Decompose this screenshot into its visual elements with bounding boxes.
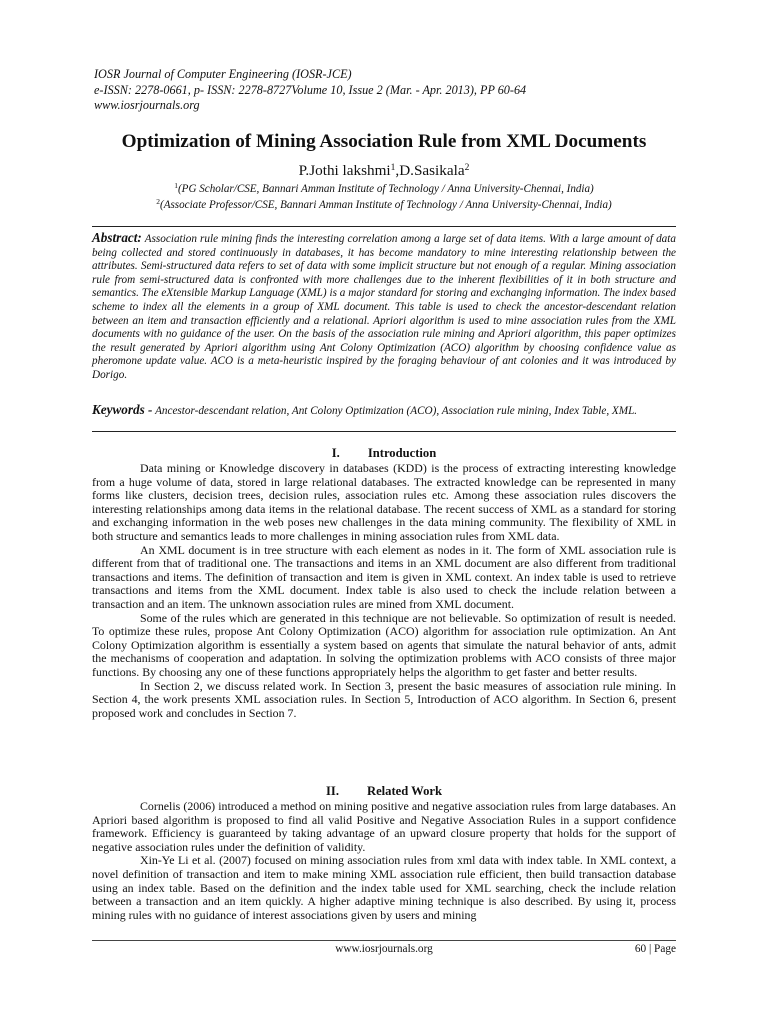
author-2: D.Sasikala (399, 162, 465, 179)
abstract-text: Association rule mining finds the interesting correlation among a large set of data items. With a large amount of data being collected and stored continuously in databases, it has become mandatory to mine interesting relationship between the attributes. Semi-structured data refers to set of data with some implicit structure but not enough of a regular. Mining association rule from semi-structured data is confronted with more challenges due to the inherent flexibilities of it in both structure and semantics. The eXtensible Markup Language (XML) is a major standard for storing and exchanging information. The index based scheme to index all the elements in a group of XML document. This table is used to check the ancestor-descendant relation between an item and transaction efficiently and a relational. Apriori algorithm is used to mine association rules from the XML documents with no guidance of the user. On the basis of the association rule mining and Apriori algorithm, this paper optimizes the result generated by Apriori algorithm using Ant Colony Optimization (ACO) algorithm by choosing confidence value as pheromone update value. ACO is a meta-heuristic inspired by the foraging behaviour of ant colonies and it was introduced by Dorigo. (92, 233, 676, 381)
keywords-label: Keywords - (92, 402, 153, 417)
author-2-sup: 2 (464, 163, 470, 173)
keywords-text: Ancestor-descendant relation, Ant Colony Optimization (ACO), Association rule mining, Index Table, XML. (155, 405, 638, 417)
author-separator: , (395, 162, 400, 179)
paragraph: Cornelis (2006) introduced a method on mining positive and negative association rules from large databases. An Apriori based algorithm is proposed to find all valid Positive and Negative Association Rules in a support confidence framework. Efficiency is guaranteed by taking advantage of an upward closure property that holds for the support of negative association rules under the definition of validity. (92, 799, 676, 854)
paragraph: In Section 2, we discuss related work. In Section 3, present the basic measures of association rule mining. In Section 4, the work presents XML association rules. In Section 5, Introduction of ACO algorithm. In Section 6, present proposed work and concludes in Section 7. (92, 678, 676, 720)
section-number: I. (331, 446, 340, 460)
keywords (92, 403, 676, 419)
section-number: II. (326, 784, 339, 798)
affiliation-1-sup: 1 (174, 181, 178, 190)
abstract-label: Abstract: (92, 230, 142, 245)
authors (60, 162, 708, 180)
abstract-bottom-rule (92, 431, 676, 432)
journal-name: IOSR Journal of Computer Engineering (IOSR-JCE) (94, 67, 352, 81)
journal-header (94, 67, 526, 114)
abstract-top-rule (92, 226, 676, 227)
paragraph: Some of the rules which are generated in this technique are not believable. So optimization of result is needed. To optimize these rules, propose Ant Colony Optimization (ACO) algorithm for association rule optimization. An Ant Colony Optimization algorithm is essentially a system based on agents that simulate the natural behavior of ants, admit the mechanisms of cooperation and adaptation. In solving the optimization problems with ACO consists of three major functions. By choosing any one of these functions appropriately helps the algorithm to get faster and better results. (92, 610, 676, 679)
paragraph: An XML document is in tree structure with each element as nodes in it. The form of XML association rule is different from that of traditional one. The transactions and items in an XML document are also different from traditional transactions and items. The definition of transaction and item is given in XML context. An index table is used to retrieve transactions and items from the XML document. Index table is also used to check the include relation between a transaction and an item. The unknown association rules are mined from XML document. (92, 542, 676, 611)
journal-issn: e-ISSN: 2278-0661, p- ISSN: 2278-8727Volume 10, Issue 2 (Mar. - Apr. 2013), PP 60-64 (94, 82, 527, 97)
affiliation-2 (60, 199, 708, 211)
section-title: Related Work (366, 784, 442, 798)
section-body-related-work (92, 800, 676, 922)
paper-title: Optimization of Mining Association Rule from XML Documents (121, 131, 647, 152)
affiliation-2-sup: 2 (156, 197, 160, 206)
footer-url: www.iosrjournals.org (335, 943, 433, 955)
footer-page-number: 60 | Page (634, 943, 676, 955)
footer-rule (92, 940, 676, 941)
affiliation-2-text: (Associate Professor/CSE, Bannari Amman Institute of Technology / Anna University-Chennai, India) (160, 199, 612, 211)
section-body-introduction (92, 462, 676, 720)
section-heading-related-work (92, 784, 676, 799)
section-title: Introduction (367, 446, 437, 460)
journal-url: www.iosrjournals.org (94, 98, 200, 112)
paragraph: Xin-Ye Li et al. (2007) focused on mining association rules from xml data with index table. In XML context, a novel definition of transaction and item to make mining XML association rule efficient, then build transaction database using an index table. Based on the definition and the index table used for XML searching, check the include relation between a transaction and an item quickly. A higher adaptive mining technique is also described. By using it, process mining rules with no guidance of interest associations given by users and mining (92, 853, 676, 922)
affiliation-1 (60, 183, 708, 195)
paragraph: Data mining or Knowledge discovery in databases (KDD) is the process of extracting interesting knowledge from a huge volume of data, stored in large relational databases. The extracted knowledge can be represented in many forms like clusters, decision trees, decision rules, association rules etc. Among these association rules discovers the interesting relationships among data items in the relational database. The recent success of XML as a standard for storing and exchanging information in the web poses new challenges in the data mining community. The flexibility of XML in both structure and semantics leads to more challenges in mining association rules from XML data. (92, 461, 676, 543)
abstract (92, 231, 676, 383)
author-1-sup: 1 (390, 163, 396, 173)
affiliation-1-text: (PG Scholar/CSE, Bannari Amman Institute of Technology / Anna University-Chennai, India) (177, 183, 594, 195)
author-1: P.Jothi lakshmi (298, 162, 391, 179)
section-heading-introduction (92, 446, 676, 461)
